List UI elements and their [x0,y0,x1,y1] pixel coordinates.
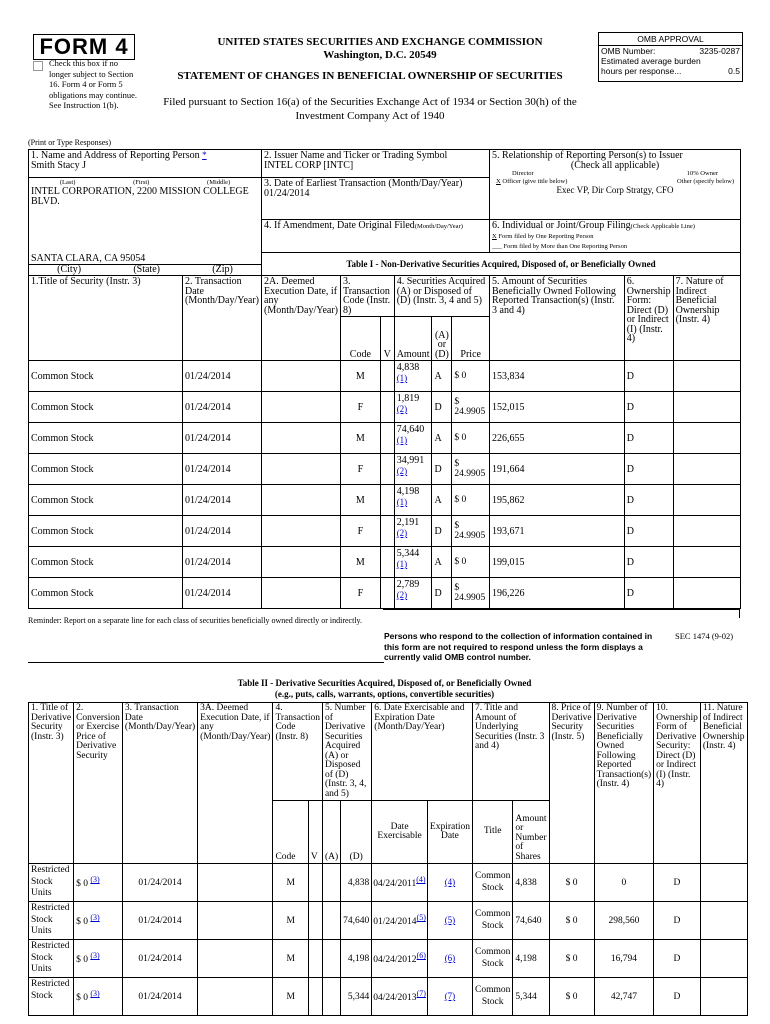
t1-code: M [340,485,380,516]
derivative-table [28,702,748,1016]
t1-code: F [340,454,380,485]
officer-title: Exec VP, Dir Corp Stratgy, CFO [556,185,674,195]
t1-form: D [624,423,673,454]
relationship-sub: (Check all applicable) [570,159,660,171]
t1-v [380,454,394,485]
t1-title: Common Stock [29,578,183,609]
statement-heading: STATEMENT OF CHANGES IN BENEFICIAL OWNERSHIP OF SECURITIES [177,70,563,82]
t2-header-deemed: 3A. Deemed Execution Date, if any (Month/Day/Year) [198,703,273,864]
t2-v [308,864,322,902]
t1-code: M [340,423,380,454]
joint-one-mark: X [492,233,497,240]
t2-sub-v: V [308,801,322,864]
joint-sub: (Check Applicable Line) [630,223,695,230]
t2-underlying-amount: 74,640 [513,902,549,940]
relationship-label: 5. Relationship of Reporting Person(s) to Issuer [492,150,683,161]
t1-owned: 196,226 [490,578,625,609]
earliest-date: 01/24/2014 [264,187,310,199]
t1-deemed [262,578,341,609]
t2-header-price: 8. Price of Derivative Security (Instr. 5) [549,703,594,864]
t2-price-footnote[interactable]: (3) [90,913,100,923]
t2-exercisable: 04/24/2012 [373,955,417,966]
earliest-date-cell [262,178,490,220]
t2-price-footnote[interactable]: (3) [90,989,100,999]
t1-title: Common Stock [29,361,183,392]
table2-title-line2: (e.g., puts, calls, warrants, options, convertible securities) [274,689,495,699]
t2-nature [700,978,747,1016]
amendment-label: 4. If Amendment, Date Original Filed [264,220,415,231]
t2-header-owned: 9. Number of Derivative Securities Beneficially Owned Following Reported Transaction(s) (Instr. 4) [594,703,654,864]
checkbox-instructions: Check this box if no longer subject to Section 16. Form 4 or Form 5 obligations may continue. See Instruction 1(b). [49,58,138,110]
t2-owned: 298,560 [594,902,654,940]
table2-row [29,978,748,1016]
reminder-text: Reminder: Report on a separate line for each class of securities beneficially owned directly or indirectly. [28,616,363,625]
t1-nature [673,454,740,485]
t1-ad: D [432,392,452,423]
t1-nature [673,361,740,392]
t2-expiration-footnote[interactable]: (5) [444,915,456,925]
last-label: (Last) [59,179,76,186]
t1-ad: D [432,578,452,609]
table2-title-line1: Table II - Derivative Securities Acquired, Disposed of, or Beneficially Owned [237,678,532,688]
t1-amount-footnote[interactable]: (2) [396,466,408,476]
t2-header-conversion: 2. Conversion or Exercise Price of Derivative Security [74,703,123,864]
t1-date: 01/24/2014 [183,485,262,516]
t1-code: F [340,392,380,423]
agency-line-2: Washington, D.C. 20549 [323,49,437,61]
t2-sub-title: Title [473,801,513,864]
persons-notice: Persons who respond to the collection of information contained in this form are not required to respond unless the form displays a currently valid OMB control number. [384,631,653,662]
t2-sub-amount: Amount or Number of Shares [513,801,549,864]
table1-title: Table I - Non-Derivative Securities Acquired, Disposed of, or Beneficially Owned [262,253,741,276]
t1-amount-footnote[interactable]: (1) [396,497,408,507]
t1-deemed [262,423,341,454]
t1-sub-price: Price [452,317,490,361]
reporting-address: INTEL CORPORATION, 2200 MISSION COLLEGE BLVD. [31,186,249,207]
t1-amount: 2,789 [396,579,420,590]
t2-owned: 16,794 [594,940,654,978]
notice-underline [28,662,384,663]
t1-amount-footnote[interactable]: (2) [396,528,408,538]
omb-title: OMB APPROVAL [599,33,742,46]
t2-nature [700,940,747,978]
t2-header-number: 5. Number of Derivative Securities Acquired (A) or Disposed of (D) (Instr. 3, 4, and 5) [322,703,371,801]
t2-title: Restricted Stock [29,978,74,1016]
t1-nature [673,485,740,516]
table1-row [29,547,741,578]
filed-pursuant-text [150,95,590,123]
director-option[interactable]: Director [512,170,534,177]
t2-expiration-footnote[interactable]: (6) [444,953,456,963]
t1-amount-footnote[interactable]: (2) [396,404,408,414]
t1-deemed [262,392,341,423]
t1-ad: A [432,361,452,392]
t1-nature [673,392,740,423]
t2-expiration-footnote[interactable]: (4) [444,877,456,887]
t1-amount: 5,344 [396,548,420,559]
t1-amount-footnote[interactable]: (1) [396,373,408,383]
form-title: FORM 4 [33,34,135,60]
zip-label: (Zip) [212,264,233,275]
first-label: (First) [133,179,150,186]
t1-amount: 4,198 [396,486,420,497]
t2-sub-exp: Expiration Date [427,801,472,864]
t2-price: $ 0 [76,917,88,928]
table1-row [29,578,741,609]
issuer-name: INTEL CORP [INTC] [264,159,354,171]
agency-line-1: UNITED STATES SECURITIES AND EXCHANGE COMMISSION [217,36,543,48]
t2-v [308,940,322,978]
t1-amount: 4,838 [396,362,420,373]
omb-hours-label: hours per response... [601,66,682,76]
t1-v [380,547,394,578]
t2-deriv-price: $ 0 [549,978,594,1016]
t2-deemed [198,978,273,1016]
t2-underlying-title: Common Stock [473,940,513,978]
t1-date: 01/24/2014 [183,578,262,609]
t1-form: D [624,392,673,423]
t1-price: $ 24.9905 [452,578,490,609]
t2-underlying-amount: 5,344 [513,978,549,1016]
t1-v [380,516,394,547]
t2-exercisable: 01/24/2014 [373,917,417,928]
t2-d: 4,838 [341,864,372,902]
t1-nature [673,423,740,454]
t2-v [308,902,322,940]
t2-underlying-title: Common Stock [473,902,513,940]
t2-a [322,940,340,978]
t1-header-owned: 5. Amount of Securities Beneficially Owned Following Reported Transaction(s) (Instr. 3 and 4) [490,276,625,361]
t2-a [322,978,340,1016]
joint-one-option[interactable]: Form filed by One Reporting Person [498,233,594,240]
t1-price: $ 24.9905 [452,454,490,485]
t1-title: Common Stock [29,423,183,454]
t1-date: 01/24/2014 [183,392,262,423]
t1-code: M [340,547,380,578]
t2-form: D [654,978,701,1016]
omb-hours: 0.5 [728,66,740,76]
t2-price: $ 0 [76,993,88,1004]
table2-row [29,864,748,902]
t2-form: D [654,940,701,978]
t1-form: D [624,578,673,609]
t1-deemed [262,361,341,392]
t1-price: $ 0 [452,547,490,578]
t1-owned: 199,015 [490,547,625,578]
issuer-cell [262,150,490,178]
t1-v [380,423,394,454]
t1-header-form: 6. Ownership Form: Direct (D) or Indirect (I) (Instr. 4) [624,276,673,361]
t1-owned: 191,664 [490,454,625,485]
officer-option[interactable]: Officer (give title below) [502,178,568,185]
t1-nature [673,578,740,609]
t2-price-footnote[interactable]: (3) [90,951,100,961]
amendment-sub: (Month/Day/Year) [414,223,463,230]
omb-burden-label: Estimated average burden [601,56,701,66]
t1-owned: 195,862 [490,485,625,516]
officer-mark: X [496,178,501,185]
t1-date: 01/24/2014 [183,423,262,454]
joint-filing-cell: 6. Individual or Joint/Group Filing(Check Applicable Line) X Form filed by One Reporting Person ___ Form filed by More than One Reporting Person [490,220,741,253]
t2-exercisable-footnote[interactable]: (5) [416,913,426,923]
t1-v [380,485,394,516]
t1-header-acquired: 4. Securities Acquired (A) or Disposed of (D) (Instr. 3, 4 and 5) [394,276,489,317]
t2-price: $ 0 [76,955,88,966]
t1-deemed [262,547,341,578]
t2-sub-date-ex: Date Exercisable [372,801,428,864]
t1-deemed [262,516,341,547]
t2-underlying-amount: 4,838 [513,864,549,902]
t2-header-underlying: 7. Title and Amount of Underlying Securities (Instr. 3 and 4) [473,703,550,801]
t2-deriv-price: $ 0 [549,902,594,940]
t2-a [322,864,340,902]
t1-date: 01/24/2014 [183,547,262,578]
t2-exercisable: 04/24/2011 [373,879,417,890]
middle-label: (Middle) [207,179,231,186]
t2-sub-code: Code [273,801,308,864]
t2-date: 01/24/2014 [122,864,197,902]
t2-title: Restricted Stock Units [29,940,74,978]
t1-header-title: 1.Title of Security (Instr. 3) [29,276,183,361]
t2-header-code: 4. Transaction Code (Instr. 8) [273,703,323,801]
t1-ad: A [432,547,452,578]
t1-sub-v: V [380,317,394,361]
t2-date: 01/24/2014 [122,902,197,940]
t1-sub-ad: (A) or (D) [432,317,452,361]
t2-form: D [654,864,701,902]
sec-code: SEC 1474 (9-02) [675,631,734,641]
t1-ad: D [432,516,452,547]
t2-code: M [273,902,308,940]
print-type-note: (Print or Type Responses) [28,138,112,147]
t1-amount-footnote[interactable]: (1) [396,435,408,445]
earliest-label: 3. Date of Earliest Transaction (Month/Day/Year) [264,178,463,189]
table1-row [29,392,741,423]
t1-v [380,578,394,609]
t2-owned: 0 [594,864,654,902]
t2-exercisable-footnote[interactable]: (4) [416,875,426,885]
t2-price-footnote[interactable]: (3) [90,875,100,885]
t1-amount: 2,191 [396,517,420,528]
name-label: 1. Name and Address of Reporting Person [31,150,200,161]
t1-ad: D [432,454,452,485]
t1-ad: A [432,485,452,516]
t1-ad: A [432,423,452,454]
omb-number: 3235-0287 [699,46,740,56]
t2-nature [700,864,747,902]
t1-deemed [262,485,341,516]
filed-line-2: Investment Company Act of 1940 [295,110,445,122]
t2-header-title: 1. Title of Derivative Security (Instr. 3) [29,703,74,864]
t1-code: F [340,578,380,609]
omb-number-label: OMB Number: [601,46,656,56]
t1-header-nature: 7. Nature of Indirect Beneficial Ownership (Instr. 4) [673,276,740,361]
t1-sub-code: Code [340,317,380,361]
t1-price: $ 0 [452,485,490,516]
t2-sub-d: (D) [341,801,372,864]
amendment-cell [262,220,490,253]
t2-d: 74,640 [341,902,372,940]
t2-code: M [273,978,308,1016]
t1-price: $ 0 [452,423,490,454]
t1-amount-footnote[interactable]: (1) [396,559,408,569]
no-longer-subject-checkbox[interactable] [33,61,43,71]
table1-row [29,454,741,485]
t1-date: 01/24/2014 [183,454,262,485]
t2-underlying-amount: 4,198 [513,940,549,978]
other-option[interactable]: Other (specify below) [676,178,734,185]
t2-deemed [198,902,273,940]
t2-underlying-title: Common Stock [473,978,513,1016]
reporting-name: Smith Stacy J [31,159,87,171]
t2-d: 5,344 [341,978,372,1016]
table1-row [29,423,741,454]
t1-date: 01/24/2014 [183,361,262,392]
address-cell [29,178,262,253]
t1-form: D [624,485,673,516]
t2-header-nature: 11. Nature of Indirect Beneficial Ownership (Instr. 4) [700,703,747,864]
table2-row [29,940,748,978]
joint-more-option[interactable]: Form filed by More than One Reporting Person [503,243,628,250]
t1-form: D [624,454,673,485]
t2-exercisable: 04/24/2013 [373,993,417,1004]
filed-line-1: Filed pursuant to Section 16(a) of the Securities Exchange Act of 1934 or Section 30(h) of the [163,96,577,108]
t2-form: D [654,902,701,940]
t2-underlying-title: Common Stock [473,864,513,902]
t1-nature [673,547,740,578]
issuer-label: 2. Issuer Name and Ticker or Trading Symbol [264,150,448,161]
t1-form: D [624,547,673,578]
t2-header-form: 10. Ownership Form of Derivative Security: Direct (D) or Indirect (I) (Instr. 4) [654,703,701,864]
t1-title: Common Stock [29,516,183,547]
t1-amount-footnote[interactable]: (2) [396,590,408,600]
t2-code: M [273,940,308,978]
state-label: (State) [133,264,160,275]
t2-date: 01/24/2014 [122,978,197,1016]
city-line: SANTA CLARA, CA 95054 [31,252,146,264]
reporting-person-table [28,149,741,609]
table1-row [29,516,741,547]
t2-owned: 42,747 [594,978,654,1016]
city-label: (City) [57,264,82,275]
relationship-cell [490,150,741,220]
t1-v [380,361,394,392]
table1-row [29,485,741,516]
t2-a [322,902,340,940]
t1-form: D [624,361,673,392]
table2-title [28,678,741,700]
agency-heading [160,36,600,62]
t2-d: 4,198 [341,940,372,978]
t2-nature [700,902,747,940]
t1-owned: 226,655 [490,423,625,454]
table1-row [29,361,741,392]
city-state-zip-labels [29,265,262,276]
omb-approval-box [598,32,743,82]
t1-sub-amount: Amount [394,317,432,361]
t1-amount: 34,991 [396,455,425,466]
t1-price: $ 24.9905 [452,516,490,547]
t2-sub-a: (A) [322,801,340,864]
reporting-person-cell [29,150,262,178]
t1-header-date: 2. Transaction Date (Month/Day/Year) [183,276,262,361]
t1-code: M [340,361,380,392]
t2-header-date: 3. Transaction Date (Month/Day/Year) [122,703,197,864]
t1-owned: 193,671 [490,516,625,547]
t2-exercisable-footnote[interactable]: (6) [416,951,426,961]
t1-title: Common Stock [29,454,183,485]
t2-exercisable-footnote[interactable]: (7) [416,989,426,999]
t2-deriv-price: $ 0 [549,864,594,902]
t2-deemed [198,864,273,902]
t1-title: Common Stock [29,485,183,516]
t2-date: 01/24/2014 [122,940,197,978]
name-footnote-link[interactable]: * [202,150,207,160]
joint-label: 6. Individual or Joint/Group Filing [492,220,631,231]
t1-date: 01/24/2014 [183,516,262,547]
t1-title: Common Stock [29,392,183,423]
t2-price: $ 0 [76,879,88,890]
t1-price: $ 24.9905 [452,392,490,423]
t1-header-deemed: 2A. Deemed Execution Date, if any (Month/Day/Year) [262,276,341,361]
t2-header-exercisable: 6. Date Exercisable and Expiration Date (Month/Day/Year) [372,703,473,801]
t1-deemed [262,454,341,485]
t2-title: Restricted Stock Units [29,864,74,902]
ten-pct-option[interactable]: 10% Owner [686,170,718,177]
t1-form: D [624,516,673,547]
t1-owned: 153,834 [490,361,625,392]
t2-deriv-price: $ 0 [549,940,594,978]
t2-v [308,978,322,1016]
t1-amount: 1,819 [396,393,420,404]
t1-header-code: 3. Transaction Code (Instr. 8) [340,276,394,317]
table2-row [29,902,748,940]
t1-price: $ 0 [452,361,490,392]
t2-expiration-footnote[interactable]: (7) [444,991,456,1001]
t2-title: Restricted Stock Units [29,902,74,940]
t2-code: M [273,864,308,902]
t1-amount: 74,640 [396,424,425,435]
t1-title: Common Stock [29,547,183,578]
t1-owned: 152,015 [490,392,625,423]
t1-v [380,392,394,423]
t1-code: F [340,516,380,547]
city-cell [29,253,262,265]
t1-nature [673,516,740,547]
notice-rule [383,609,740,618]
t2-deemed [198,940,273,978]
